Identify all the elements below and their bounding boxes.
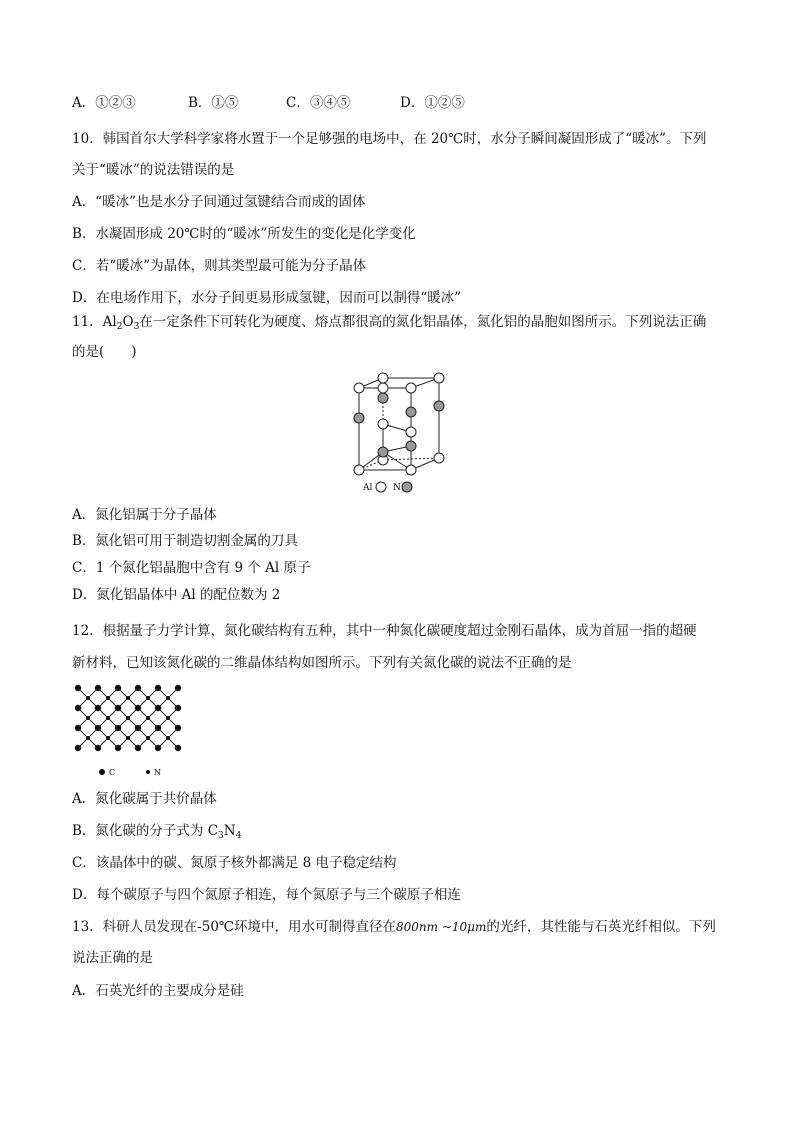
carbon-atom (75, 725, 81, 731)
q9-option-c: C．③④⑤ (286, 95, 351, 111)
q11-stem-line1 (72, 313, 706, 336)
q11-sub1: 2 (116, 322, 123, 332)
carbon-atom (175, 705, 181, 711)
q13-stem-line2: 说法正确的是 (72, 950, 153, 966)
carbon-atom (75, 745, 81, 751)
nitrogen-atom (86, 696, 90, 700)
carbon-atom (115, 705, 121, 711)
q9-option-a: A．①②③ (72, 95, 136, 111)
nitrogen-atom (146, 716, 150, 720)
carbon-atom (115, 685, 121, 691)
nitrogen-atom (126, 716, 130, 720)
q9-option-d: D．①②⑤ (400, 95, 465, 111)
nitrogen-atom (106, 696, 110, 700)
nitrogen-atom (86, 736, 90, 740)
nitrogen-atom (146, 696, 150, 700)
carbon-atom (135, 705, 141, 711)
q11-option-c: C．1 个氮化铝晶胞中含有 9 个 Al 原子 (72, 560, 311, 576)
q13-stem-b: 的光纤，其性能与石英光纤相似。下列 (486, 919, 716, 935)
carbon-atom (135, 745, 141, 751)
q12-option-c: C．该晶体中的碳、氮原子核外都满足 8 电子稳定结构 (72, 855, 397, 871)
carbon-atom (175, 725, 181, 731)
q12-b-sub1: 3 (218, 831, 224, 841)
q12-option-b (72, 822, 241, 845)
q10-option-a: A．“暖冰”也是水分子间通过氢键结合而成的固体 (72, 194, 366, 210)
q11-option-b: B．氮化铝可用于制造切割金属的刀具 (72, 533, 298, 549)
aln-unit-cell-figure (345, 372, 455, 498)
nitrogen-atom (86, 716, 90, 720)
nitrogen-atom (166, 716, 170, 720)
q11-stem-line2: 的是( ) (72, 344, 137, 360)
q13-range: 800nm ~10μm (396, 920, 487, 934)
carbon-atom (95, 685, 101, 691)
legend-n-marker-12 (146, 770, 150, 774)
q11-option-d: D．氮化铝晶体中 Al 的配位数为 2 (72, 587, 281, 603)
q11-num: 11．Al (72, 314, 117, 330)
q11-stem-rest: 在一定条件下可转化为硬度、熔点都很高的氮化铝晶体，氮化铝的晶胞如图所示。下列说法正确 (139, 314, 707, 330)
carbon-nitride-lattice-figure (72, 682, 188, 780)
legend-n-marker (402, 482, 412, 492)
q10-stem-line1: 10．韩国首尔大学科学家将水置于一个足够强的电场中，在 20℃时，水分子瞬间凝固形成了“暖冰”。下列 (72, 131, 707, 147)
carbon-atom (75, 705, 81, 711)
q12-option-b-text: B．氮化碳的分子式为 C (72, 823, 219, 839)
carbon-atom (175, 745, 181, 751)
carbon-atom (115, 745, 121, 751)
legend-c-label: C (109, 768, 116, 777)
carbon-atom (135, 685, 141, 691)
carbon-atom (175, 685, 181, 691)
legend-n-label-12: N (154, 768, 161, 777)
q13-option-a: A．石英光纤的主要成分是硅 (72, 983, 244, 999)
legend-al-marker (376, 482, 386, 492)
q11-o: O (122, 314, 134, 330)
legend-n-label: N (393, 483, 401, 493)
nitrogen-atom (106, 736, 110, 740)
carbon-atom (135, 725, 141, 731)
q11-option-a: A．氮化铝属于分子晶体 (72, 507, 217, 523)
legend-al-label: Al (363, 483, 373, 493)
nitrogen-atom (166, 696, 170, 700)
nitrogen-atom (126, 736, 130, 740)
q10-stem-line2: 关于“暖冰”的说法错误的是 (72, 162, 235, 178)
carbon-atom (75, 685, 81, 691)
q13-stem-a: 13．科研人员发现在-50℃环境中，用水可制得直径在 (72, 919, 397, 935)
carbon-atom (95, 725, 101, 731)
carbon-atom (155, 705, 161, 711)
q10-option-d: D．在电场作用下，水分子间更易形成氢键，因而可以制得“暖冰” (72, 290, 462, 306)
carbon-atom (155, 685, 161, 691)
q10-option-b: B．水凝固形成 20℃时的“暖冰”所发生的变化是化学变化 (72, 226, 416, 242)
nitrogen-atom (106, 716, 110, 720)
carbon-atom (115, 725, 121, 731)
q9-options (72, 94, 465, 112)
nitrogen-atom (126, 696, 130, 700)
nitrogen-atom (166, 736, 170, 740)
q12-option-d: D．每个碳原子与四个氮原子相连，每个氮原子与三个碳原子相连 (72, 887, 461, 903)
q13-stem-line1 (72, 918, 716, 936)
q10-option-c: C．若“暖冰”为晶体，则其类型最可能为分子晶体 (72, 258, 367, 274)
carbon-atom (155, 725, 161, 731)
q12-b-sub2: 4 (235, 831, 242, 841)
legend-c-marker (99, 769, 105, 775)
q12-option-a: A．氮化碳属于共价晶体 (72, 791, 217, 807)
q11-sub2: 3 (133, 322, 140, 332)
carbon-atom (95, 705, 101, 711)
q12-stem-line2: 新材料，已知该氮化碳的二维晶体结构如图所示。下列有关氮化碳的说法不正确的是 (72, 655, 572, 671)
q12-b-n: N (223, 823, 236, 839)
carbon-atom (95, 745, 101, 751)
nitrogen-atom (146, 736, 150, 740)
q12-stem-line1: 12．根据量子力学计算，氮化碳结构有五种，其中一种氮化碳硬度超过金刚石晶体，成为首屈一指的超硬 (72, 623, 697, 639)
q9-option-b: B．①⑤ (188, 95, 239, 111)
carbon-atom (155, 745, 161, 751)
